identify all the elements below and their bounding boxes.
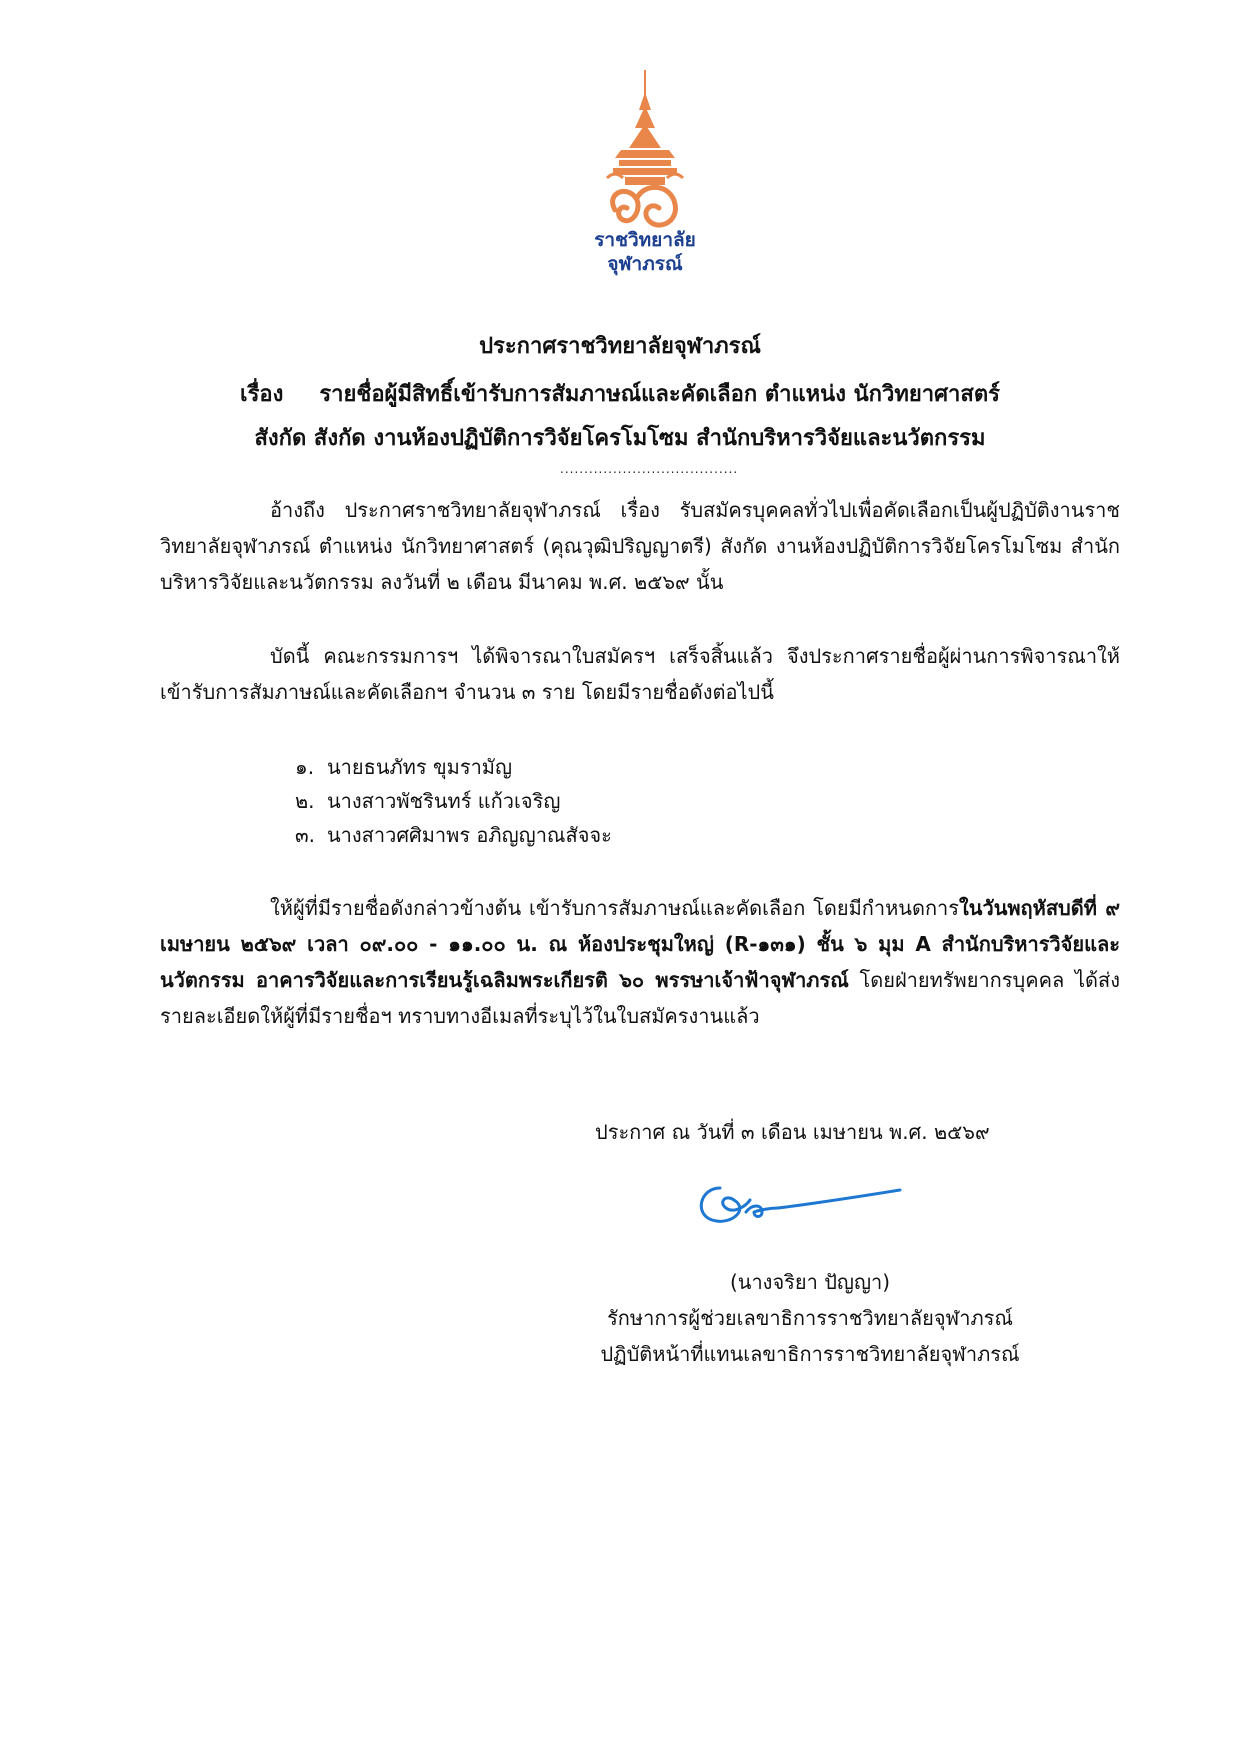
institution-name-line2: จุฬาภรณ์ bbox=[607, 253, 683, 275]
schedule-note: โดยฝ่ายทรัพยากรบุคคล ได้ส่งรายละเอียดให้ผู้ที่มีรายชื่อฯ ทราบทางอีเมลที่ระบุไว้ในใบสมัครงานแล้ว bbox=[160, 968, 1120, 1028]
paragraph-result-text: บัดนี้ คณะกรรมการฯ ได้พิจารณาใบสมัครฯ เสร็จสิ้นแล้ว จึงประกาศรายชื่อผู้ผ่านการพิจารณาให้เข้ารับการสัมภาษณ์และคัดเลือกฯ จำนวน ๓ ราย โดยมีรายชื่อดังต่อไปนี้ bbox=[160, 644, 1120, 704]
list-item-name: นางสาวศศิมาพร อภิญญาณสัจจะ bbox=[327, 823, 612, 847]
list-item bbox=[295, 750, 612, 784]
signer-block bbox=[560, 1264, 1060, 1372]
announcement-affiliation: สังกัด สังกัด งานห้องปฏิบัติการวิจัยโครโมโซม สำนักบริหารวิจัยและนวัตกรรม bbox=[254, 426, 986, 451]
institution-name bbox=[560, 228, 730, 276]
signature-image bbox=[690, 1170, 910, 1240]
paragraph-result bbox=[160, 638, 1120, 710]
list-item-number: ๑. bbox=[295, 755, 315, 779]
signer-name: (นางจริยา ปัญญา) bbox=[729, 1270, 891, 1294]
signer-title-1: รักษาการผู้ช่วยเลขาธิการราชวิทยาลัยจุฬาภรณ์ bbox=[607, 1306, 1013, 1330]
subject-label: เรื่อง bbox=[240, 382, 284, 407]
list-item bbox=[295, 818, 612, 852]
list-item-number: ๒. bbox=[295, 789, 315, 813]
subject-text: รายชื่อผู้มีสิทธิ์เข้ารับการสัมภาษณ์และคัดเลือก ตำแหน่ง นักวิทยาศาสตร์ bbox=[319, 382, 1000, 407]
announcement-title: ประกาศราชวิทยาลัยจุฬาภรณ์ bbox=[479, 334, 761, 359]
signer-title-2: ปฏิบัติหน้าที่แทนเลขาธิการราชวิทยาลัยจุฬาภรณ์ bbox=[600, 1342, 1020, 1366]
list-item-name: นายธนภัทร ขุมรามัญ bbox=[327, 755, 513, 779]
list-item bbox=[295, 784, 612, 818]
paragraph-schedule bbox=[160, 890, 1120, 1034]
paragraph-reference bbox=[160, 492, 1120, 600]
paragraph-reference-text: อ้างถึง ประกาศราชวิทยาลัยจุฬาภรณ์ เรื่อง รับสมัครบุคคลทั่วไปเพื่อคัดเลือกเป็นผู้ปฏิบัติงานราชวิทยาลัยจุฬาภรณ์ ตำแหน่ง นักวิทยาศาสตร์ (คุณวุฒิปริญญาตรี) สังกัด งานห้องปฏิบัติการวิจัยโครโมโซม สำนักบริหารวิจัยและนวัตกรรม ลงวันที่ ๒ เดือน มีนาคม พ.ศ. ๒๕๖๙ นั้น bbox=[160, 498, 1120, 594]
list-item-name: นางสาวพัชรินทร์ แก้วเจริญ bbox=[327, 789, 561, 813]
announcement-date: ประกาศ ณ วันที่ ๓ เดือน เมษายน พ.ศ. ๒๕๖๙ bbox=[595, 1120, 990, 1144]
separator-dots: ..................................... bbox=[560, 462, 739, 476]
schedule-intro: ให้ผู้ที่มีรายชื่อดังกล่าวข้างต้น เข้ารับการสัมภาษณ์และคัดเลือก โดยมีกำหนดการ bbox=[270, 896, 960, 920]
schedule-details: ในวันพฤหัสบดีที่ ๙ เมษายน ๒๕๖๙ เวลา ๐๙.๐๐ - ๑๑.๐๐ น. ณ ห้องประชุมใหญ่ (R-๑๓๑) ชั้น ๖ มุม A สำนักบริหารวิจัยและนวัตกรรม อาคารวิจัยและการเรียนรู้เฉลิมพระเกียรติ ๖๐ พรรษาเจ้าฟ้าจุฬาภรณ์ bbox=[160, 896, 1120, 992]
institution-name-line1: ราชวิทยาลัย bbox=[594, 229, 696, 251]
announcement-subject bbox=[0, 376, 1240, 411]
candidate-list bbox=[295, 750, 612, 852]
list-item-number: ๓. bbox=[295, 823, 316, 847]
